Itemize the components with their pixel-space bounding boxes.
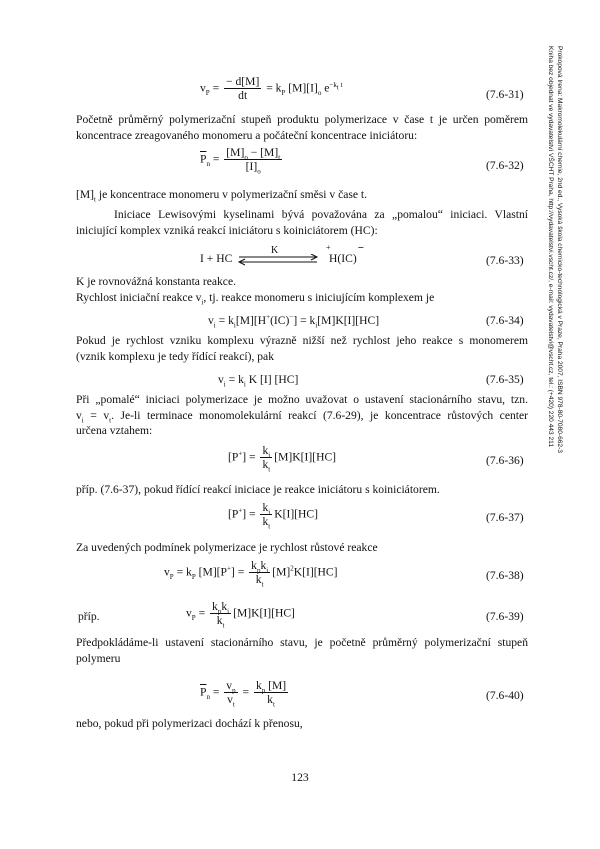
paragraph: nebo, pokud při polymerizaci dochází k přenosu, (76, 717, 303, 730)
equation-number: (7.6-39) (486, 610, 524, 623)
equation-7-6-33: I + HC (200, 252, 233, 265)
equation-number: (7.6-31) (486, 88, 524, 101)
paragraph: Početně průměrný polymerizační stupeň produktu polymerizace v čase t je určen poměrem koncentrace zreagovaného monomeru a počáteční koncentrace iniciátoru: (76, 113, 528, 142)
equation-7-6-39: $v_P$ = $\frac{k_pk_i}{k_t}$ [M]K[I][HC] (186, 600, 295, 630)
page-number: 123 (291, 771, 309, 784)
equation-number: (7.6-33) (486, 254, 524, 267)
equation-7-6-39-label: příp. (78, 610, 100, 623)
equation-7-6-33-product: H + (IC) − (326, 242, 364, 265)
paragraph: Iniciace Lewisovými kyselinami bývá považována za „pomalou“ iniciaci. Vlastní iniciující komplex vzniká reakcí iniciátoru s koiniciátorem (HC): (76, 208, 528, 237)
paragraph: Pokud je rychlost vzniku komplexu výrazně nižší než rychlost jeho reakce s monomerem (vznik komplexu je tedy řídící reakcí), pak (76, 334, 528, 363)
equation-number: (7.6-40) (486, 689, 524, 702)
equation-number: (7.6-37) (486, 511, 524, 524)
equation-7-6-35: $v_i = k_i$ K [I] [HC] (218, 373, 299, 389)
paragraph: Předpokládáme-li ustavení stacionárního stavu, je početně průměrný polymerizační stupeň polymeru (76, 636, 528, 665)
equation-number: (7.6-32) (486, 159, 524, 172)
equilibrium-constant-label: K (271, 245, 279, 256)
paragraph: K je rovnovážná konstanta reakce. Rychlost iniciační reakce $v_i$, tj. reakce monomeru s iniciujícím komplexem je (76, 275, 435, 306)
side-note-line-2: Kniha bez objednat ve vydavatelství VŠCHT Praha, http://vydavatelstvi.vscht.cz/, e-mail: vydavatelstvi@vscht.cz, tel.: (+420) 220 443 211 (547, 46, 555, 447)
equilibrium-arrows-icon (235, 254, 321, 266)
paragraph: příp. (7.6-37), pokud řídící reakcí iniciace je reakce iniciátoru s koiniciátorem. (76, 483, 440, 496)
equation-7-6-31: $v_P$ = $\frac{- d[M]}{dt}$ = $k_P$ $[M][I]_o$ $e^{-k_t t}$ (200, 75, 343, 103)
paragraph: Za uvedených podmínek polymerizace je rychlost růstové reakce (76, 541, 378, 554)
equation-number: (7.6-34) (486, 314, 524, 327)
equation-7-6-38: $v_P = k_P$ [M][P+] = $\frac{k_pk_i}{k_t}$ $[M]^2K[I][HC]$ (164, 559, 338, 589)
equation-number: (7.6-38) (486, 569, 524, 582)
equation-7-6-37: [P+] = $\frac{k_i}{k_t}$ K[I][HC] (228, 501, 319, 531)
side-copyright-note (533, 46, 563, 806)
paragraph: $[M]_t$ je koncentrace monomeru v polymerizační směsi v čase t. (76, 188, 368, 204)
equation-7-6-36: [P+] = $\frac{k_i}{k_t}$ [M]K[I][HC] (228, 444, 337, 474)
equation-7-6-32: $\overline{P}_n$ = $\frac{[M]_o - [M]_t}{[I]_o}$ (200, 146, 281, 176)
equation-number: (7.6-36) (486, 454, 524, 467)
equation-number: (7.6-35) (486, 373, 524, 386)
paragraph: Při „pomalé“ iniciaci polymerizace je možno uvažovat o ustavení stacionárního stavu, tzn. $v_i = v_t$. Je-li terminace monomolekulární reakcí (7.6-29), je koncentrace růstových center určena vztahem: (76, 393, 528, 438)
equation-7-6-34: $v_i = k_i[M][H^+(IC)^-] = k_i[M]K[I][HC]$ (208, 313, 380, 330)
equation-7-6-40: $\overline{P}_n$ = $\frac{v_p}{v_t}$ = $\frac{k_p [M]}{k_t}$ (200, 679, 287, 709)
side-note-line-1: Prokopová Irena: Makromolekulární chemie, 2nd ed., Vysoká škola chemicko-technologická v Praze, Praha 2007, ISBN 978-80-7080-662-3 (556, 46, 563, 453)
